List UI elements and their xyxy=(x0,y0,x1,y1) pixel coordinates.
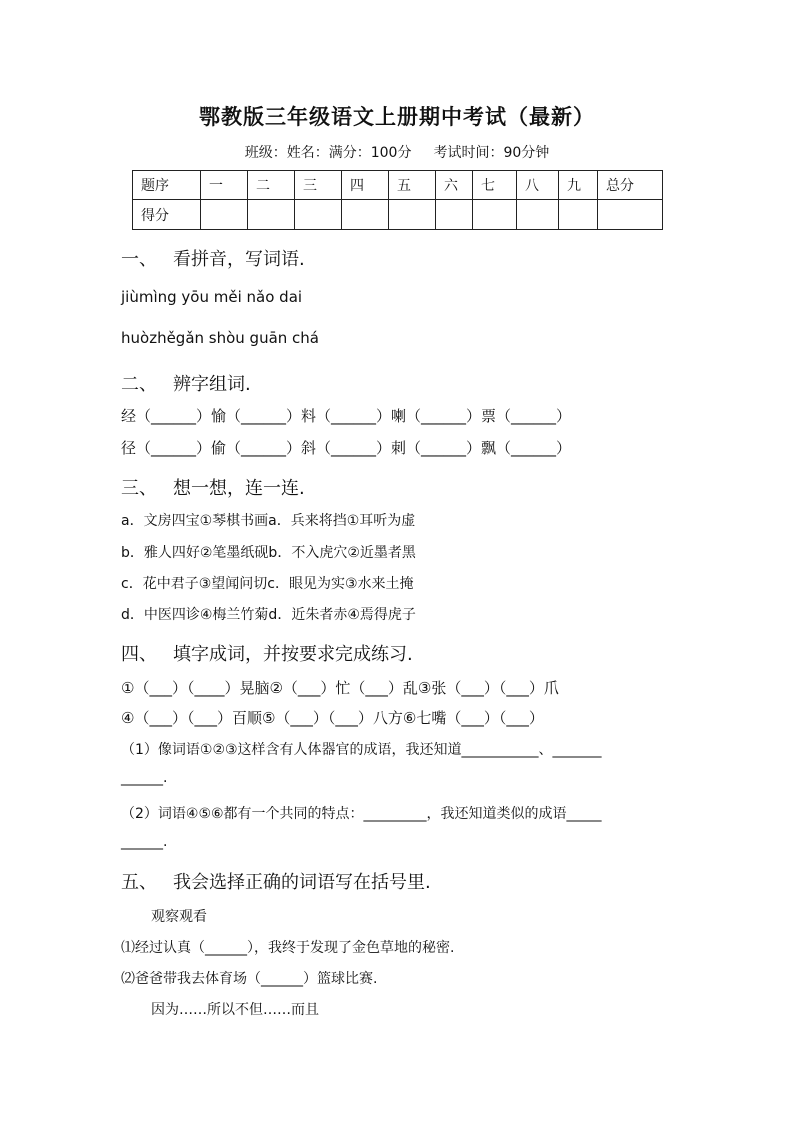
fill-idiom-line-1: ①（___）（____）晃脑②（___）忙（___）乱③张（___）（___）爪 xyxy=(121,679,559,697)
exam-info xyxy=(0,142,794,162)
header-cell: 题序 xyxy=(133,171,201,200)
header-cell: 二 xyxy=(248,171,295,200)
score-table-score-row xyxy=(133,200,663,230)
header-cell: 四 xyxy=(342,171,389,200)
question-1-line-2: ______. xyxy=(121,770,168,786)
score-cell[interactable] xyxy=(436,200,473,230)
matching-line: a．文房四宝①琴棋书画a．兵来将挡①耳听为虚 xyxy=(121,513,416,529)
word-options-1: 观察观看 xyxy=(151,909,207,925)
word-group-line-2: 径（______）偷（______）斜（______）刺（______）飘（______） xyxy=(121,439,572,457)
section-number: 一、 xyxy=(121,249,157,270)
header-cell: 三 xyxy=(295,171,342,200)
score-cell[interactable] xyxy=(598,200,663,230)
score-table-header-row xyxy=(133,171,663,200)
section-4-heading xyxy=(121,640,413,666)
score-cell[interactable] xyxy=(473,200,517,230)
score-table xyxy=(132,170,663,230)
question-2-line-1: （2）词语④⑤⑥都有一个共同的特点：_________，我还知道类似的成语_____ xyxy=(121,806,602,822)
section-2-heading xyxy=(121,370,251,396)
pinyin-line-2: huòzhěgǎn shòu guān chá xyxy=(121,329,320,347)
section-3-heading xyxy=(121,474,305,500)
section-5-heading xyxy=(121,868,431,894)
header-cell: 五 xyxy=(389,171,436,200)
section-number: 四、 xyxy=(121,644,157,665)
score-cell[interactable] xyxy=(201,200,248,230)
section-number: 二、 xyxy=(121,374,157,395)
score-cell[interactable] xyxy=(559,200,598,230)
score-cell[interactable] xyxy=(342,200,389,230)
matching-line: c．花中君子③望闻问切c．眼见为实③水来土掩 xyxy=(121,576,414,592)
info-class-name-score: 班级：姓名：满分：100分 xyxy=(244,145,412,161)
page-title: 鄂教版三年级语文上册期中考试（最新） xyxy=(199,104,595,129)
header-cell: 九 xyxy=(559,171,598,200)
choice-question-2: ⑵爸爸带我去体育场（______）篮球比赛. xyxy=(121,971,378,987)
section-number: 五、 xyxy=(121,872,157,893)
score-cell[interactable] xyxy=(295,200,342,230)
row-label: 得分 xyxy=(133,200,201,230)
pinyin-line-1: jiùmìng yōu měi nǎo dai xyxy=(121,288,303,306)
header-cell: 一 xyxy=(201,171,248,200)
score-cell[interactable] xyxy=(517,200,559,230)
header-cell: 七 xyxy=(473,171,517,200)
info-exam-time: 考试时间：90分钟 xyxy=(433,145,550,161)
matching-line: d．中医四诊④梅兰竹菊d．近朱者赤④焉得虎子 xyxy=(121,607,416,623)
word-group-line-1: 经（______）愉（______）料（______）喇（______）票（______） xyxy=(121,407,572,425)
score-cell[interactable] xyxy=(389,200,436,230)
fill-idiom-line-2: ④（___）（___）百顺⑤（___）（___）八方⑥七嘴（___）（___） xyxy=(121,709,544,727)
section-title: 填字成词，并按要求完成练习. xyxy=(173,644,413,665)
section-title: 我会选择正确的词语写在括号里. xyxy=(173,872,431,893)
score-cell[interactable] xyxy=(248,200,295,230)
section-title: 辨字组词. xyxy=(173,374,251,395)
header-cell: 总分 xyxy=(598,171,663,200)
section-title: 看拼音，写词语. xyxy=(173,249,305,270)
section-number: 三、 xyxy=(121,478,157,499)
question-2-line-2: ______. xyxy=(121,834,168,850)
word-options-2: 因为……所以不但……而且 xyxy=(151,1002,319,1018)
matching-line: b．雅人四好②笔墨纸砚b．不入虎穴②近墨者黑 xyxy=(121,545,416,561)
choice-question-1: ⑴经过认真（______），我终于发现了金色草地的秘密. xyxy=(121,940,455,956)
header-cell: 六 xyxy=(436,171,473,200)
section-1-heading xyxy=(121,245,305,271)
section-title: 想一想，连一连. xyxy=(173,478,305,499)
header-cell: 八 xyxy=(517,171,559,200)
question-1-line-1: （1）像词语①②③这样含有人体器官的成语，我还知道___________、_______ xyxy=(121,742,602,758)
